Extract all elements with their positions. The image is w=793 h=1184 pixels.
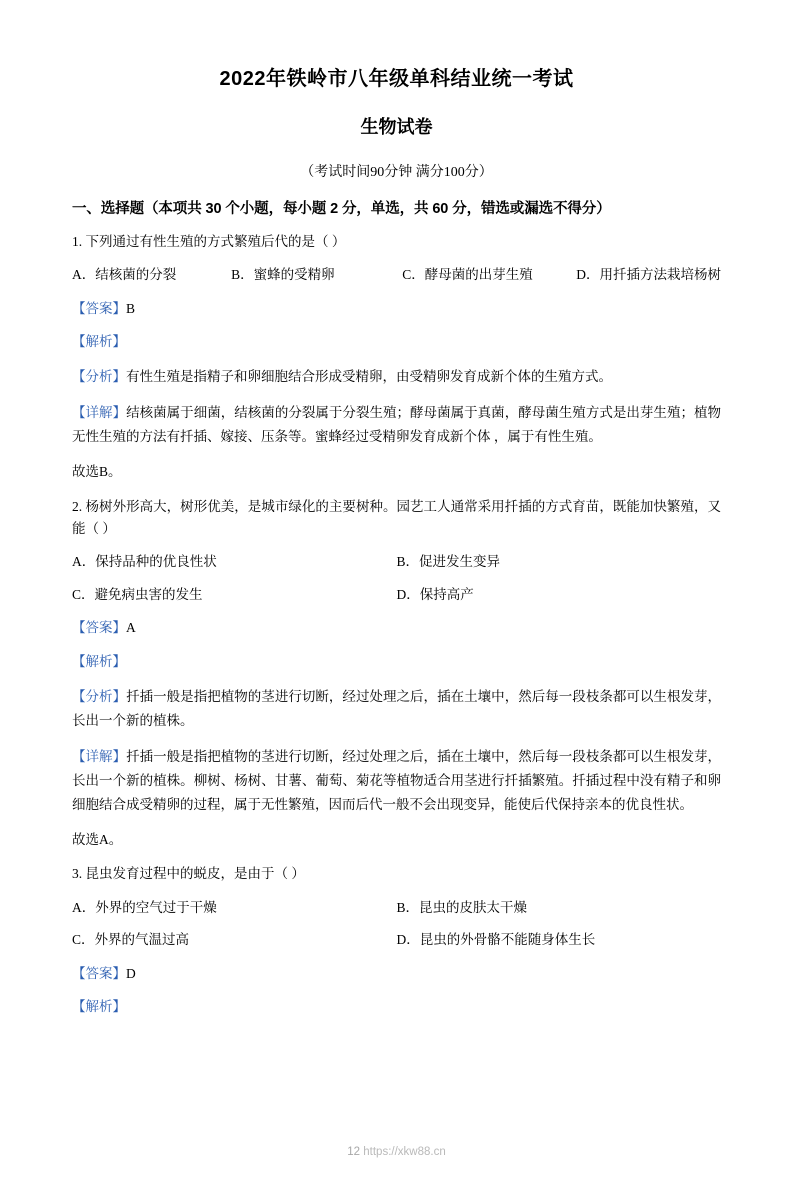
answer-tag: 【答案】 xyxy=(72,620,126,636)
question-options xyxy=(72,551,721,573)
question-options xyxy=(72,264,721,286)
document-page xyxy=(0,62,793,1184)
option-b[interactable]: B．蜜蜂的受精卵 xyxy=(231,267,335,283)
option-c[interactable]: C．避免病虫害的发生 xyxy=(72,586,203,602)
analysis-paragraph xyxy=(72,685,721,733)
analysis-line xyxy=(72,651,721,673)
analyze-text: 有性生殖是指精子和卵细胞结合形成受精卵，由受精卵发育成新个体的生殖方式。 xyxy=(126,369,612,385)
option-d[interactable]: D．保持高产 xyxy=(396,586,474,602)
analysis-line xyxy=(72,996,721,1018)
question-stem: 3. 昆虫发育过程中的蜕皮，是由于（ ） xyxy=(72,866,305,882)
question-options xyxy=(72,584,721,606)
answer-line xyxy=(72,963,721,985)
exam-title: 2022年铁岭市八年级单科结业统一考试 xyxy=(219,68,574,90)
question-stem: 2. 杨树外形高大，树形优美，是城市绿化的主要树种。园艺工人通常采用扦插的方式育苗，既能加快繁殖，又能（ ） xyxy=(72,498,721,536)
detail-label: 【详解】 xyxy=(72,748,127,764)
analyze-text: 扦插一般是指把植物的茎进行切断，经过处理之后，插在土壤中，然后每一段枝条都可以生根发芽，长出一个新的植株。 xyxy=(72,688,722,728)
analysis-line xyxy=(72,331,721,353)
analyze-label: 【分析】 xyxy=(72,688,127,704)
section-heading: 一、选择题（本项共 30 个小题，每小题 2 分，单选，共 60 分，错选或漏选不得分） xyxy=(72,201,611,217)
detail-text: 扦插一般是指把植物的茎进行切断，经过处理之后，插在土壤中，然后每一段枝条都可以生根发芽，长出一个新的植株。柳树、杨树、甘薯、葡萄、菊花等植物适合用茎进行扦插繁殖。扦插过程中没有精子和卵细胞结合成受精卵的过程，属于无性繁殖，因而后代一般不会出现变异，能使后代保持亲本的优良性状。 xyxy=(72,748,722,812)
option-b[interactable]: B．昆虫的皮肤太干燥 xyxy=(396,899,528,915)
option-d[interactable]: D．用扦插方法栽培杨树 xyxy=(576,267,721,283)
question-stem: 1. 下列通过有性生殖的方式繁殖后代的是（ ） xyxy=(72,234,346,249)
page-footer xyxy=(0,1146,793,1158)
question-options xyxy=(72,929,721,951)
option-a[interactable]: A．外界的空气过于干燥 xyxy=(72,899,217,915)
subject-title: 生物试卷 xyxy=(360,117,433,137)
detail-text: 结核菌属于细菌，结核菌的分裂属于分裂生殖；酵母菌属于真菌，酵母菌生殖方式是出芽生殖；植物无性生殖的方法有扦插、嫁接、压条等。蜜蜂经过受精卵发育成新个体 ，属于有性生殖。 xyxy=(72,405,722,445)
option-a[interactable]: A．结核菌的分裂 xyxy=(72,267,177,283)
answer-value: D xyxy=(126,965,136,981)
option-b[interactable]: B．促进发生变异 xyxy=(396,554,501,570)
detail-paragraph xyxy=(72,745,721,817)
answer-tag: 【答案】 xyxy=(72,965,126,981)
conclusion-line: 故选B。 xyxy=(72,464,122,480)
conclusion-line: 故选A。 xyxy=(72,831,123,847)
analysis-tag: 【解析】 xyxy=(72,999,126,1015)
option-d[interactable]: D．昆虫的外骨骼不能随身体生长 xyxy=(396,932,596,948)
answer-tag: 【答案】 xyxy=(72,300,126,316)
option-c[interactable]: C．酵母菌的出芽生殖 xyxy=(402,267,533,283)
page-number: 12 xyxy=(347,1146,361,1158)
answer-line xyxy=(72,298,721,320)
question-options xyxy=(72,897,721,919)
analysis-tag: 【解析】 xyxy=(72,654,126,669)
answer-line xyxy=(72,617,721,639)
answer-value: B xyxy=(126,300,136,316)
detail-paragraph xyxy=(72,401,721,449)
answer-value: A xyxy=(126,620,136,636)
option-c[interactable]: C．外界的气温过高 xyxy=(72,932,190,948)
footer-site: https://xkw88.cn xyxy=(363,1146,446,1158)
exam-note: （考试时间90分钟 满分100分） xyxy=(300,165,493,180)
analyze-label: 【分析】 xyxy=(72,369,126,385)
option-a[interactable]: A．保持品种的优良性状 xyxy=(72,554,217,570)
detail-label: 【详解】 xyxy=(72,405,127,421)
analysis-paragraph xyxy=(72,365,721,389)
analysis-tag: 【解析】 xyxy=(72,334,126,350)
